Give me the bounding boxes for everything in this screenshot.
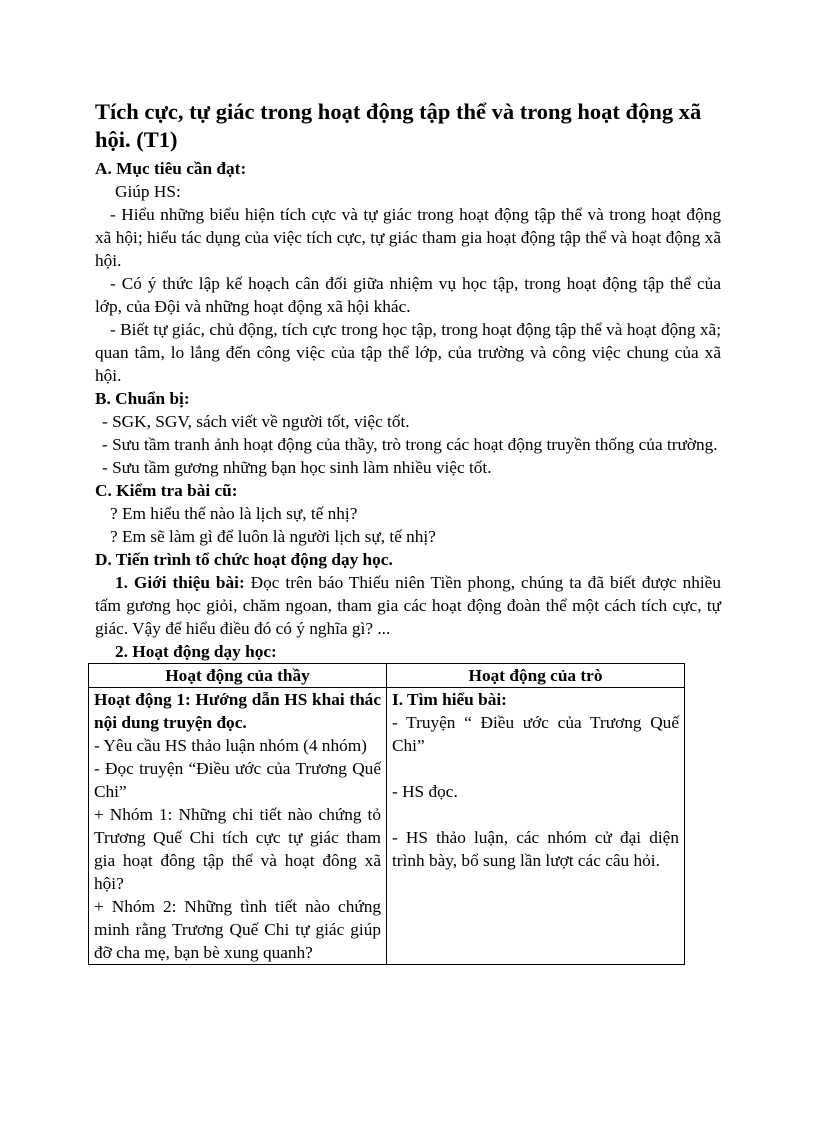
student-cell (387, 688, 685, 965)
section-c-question-1: ? Em hiểu thế nào là lịch sự, tế nhị? (110, 504, 358, 523)
section-a-heading: A. Mục tiêu cần đạt: (95, 159, 247, 178)
section-a-item-1: - Hiểu những biểu hiện tích cực và tự giác trong hoạt động tập thể và trong hoạt động xã hội; hiểu tác dụng của việc tích cực, tự giác tham gia hoạt động tập thể và hoạt động xã hội. (95, 205, 721, 270)
section-d-heading: D. Tiến trình tổ chức hoạt động dạy học. (95, 550, 393, 569)
activities-heading: 2. Hoạt động dạy học: (115, 642, 277, 661)
student-line-2: - HS đọc. (392, 782, 458, 801)
activities-table (88, 663, 685, 965)
student-line-1: - Truyện “ Điều ước của Trương Quế Chi” (392, 713, 679, 755)
page-title: Tích cực, tự giác trong hoạt động tập thể và trong hoạt động xã hội. (T1) (95, 99, 702, 152)
teacher-line-2: - Đọc truyện “Điều ước của Trương Quế Chi” (94, 759, 381, 801)
section-d-intro-text: Đọc trên báo Thiếu niên Tiền phong, chúng ta đã biết được nhiều tấm gương học giỏi, chăm ngoan, tham gia các hoạt động đoàn thể một cách tích cực, tự giác. Vậy để hiểu điều đó có ý nghĩa gì? ... (95, 573, 721, 638)
section-a-intro: Giúp HS: (115, 182, 181, 201)
section-d-intro-label: 1. Giới thiệu bài: (115, 573, 245, 592)
section-a-item-3: - Biết tự giác, chủ động, tích cực trong học tập, trong hoạt động tập thể và hoạt động xã; quan tâm, lo lắng đến công việc của tập thể lớp, của trường và công việc chung của xã hội. (95, 320, 721, 385)
teacher-column-header: Hoạt động của thầy (89, 664, 387, 688)
teacher-line-1: - Yêu cầu HS thảo luận nhóm (4 nhóm) (94, 736, 367, 755)
teacher-line-4: + Nhóm 2: Những tình tiết nào chứng minh rằng Trương Quế Chi tự giác giúp đỡ cha mẹ, bạn bè xung quanh? (94, 897, 381, 962)
section-c-heading: C. Kiểm tra bài cũ: (95, 481, 238, 500)
teacher-line-3: + Nhóm 1: Những chi tiết nào chứng tỏ Trương Quế Chi tích cực tự giác tham gia hoạt đông tập thể và hoạt đông xã hội? (94, 805, 381, 893)
section-b-item-1: - SGK, SGV, sách viết về người tốt, việc tốt. (102, 412, 410, 431)
section-b-item-3: - Sưu tầm gương những bạn học sinh làm nhiều việc tốt. (102, 458, 492, 477)
section-b-item-2: - Sưu tầm tranh ảnh hoạt động của thầy, trò trong các hoạt động truyền thống của trường. (102, 435, 718, 454)
section-a-item-2: - Có ý thức lập kế hoạch cân đối giữa nhiệm vụ học tập, trong hoạt động tập thể của lớp, của Đội và những hoạt động xã hội khác. (95, 274, 721, 316)
spacer (392, 757, 679, 780)
table-row (89, 688, 685, 965)
teacher-activity-title: Hoạt động 1: Hướng dẫn HS khai thác nội dung truyện đọc. (94, 690, 381, 732)
student-section-title: I. Tìm hiểu bài: (392, 690, 507, 709)
section-c-question-2: ? Em sẽ làm gì để luôn là người lịch sự, tế nhị? (110, 527, 436, 546)
document-page (95, 98, 721, 965)
section-b-heading: B. Chuẩn bị: (95, 389, 190, 408)
spacer (392, 803, 679, 826)
section-d-intro (95, 571, 721, 640)
student-column-header: Hoạt động của trò (387, 664, 685, 688)
student-line-3: - HS thảo luận, các nhóm cử đại diện trình bày, bổ sung lần lượt các câu hỏi. (392, 828, 679, 870)
teacher-cell (89, 688, 387, 965)
table-header-row (89, 664, 685, 688)
